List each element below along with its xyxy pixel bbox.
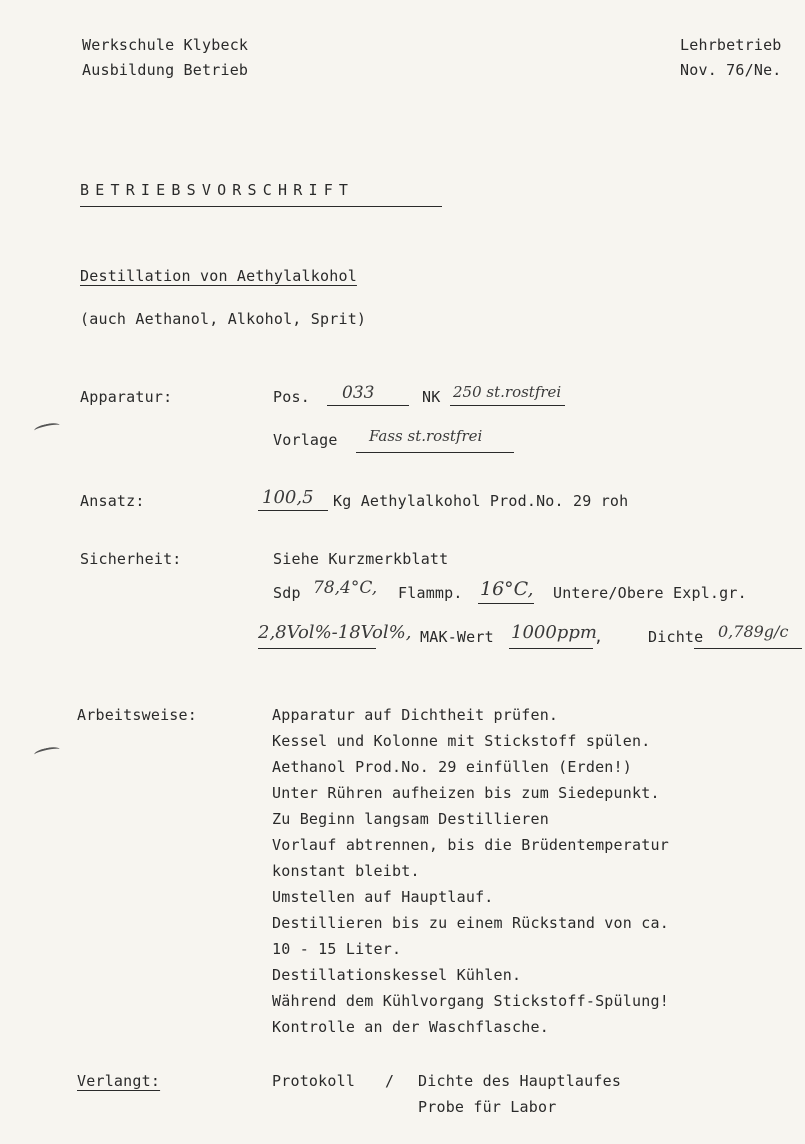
verlangt-item-protokoll: Protokoll [272, 1072, 356, 1090]
step: Destillieren bis zu einem Rückstand von ca. [272, 914, 669, 932]
expl-underline [258, 648, 376, 649]
punch-hole-mark [33, 745, 60, 758]
ansatz-label: Ansatz: [80, 492, 145, 510]
verlangt-item-probe: Probe für Labor [418, 1098, 557, 1116]
vorlage-label: Vorlage [273, 431, 338, 449]
ansatz-text: Kg Aethylalkohol Prod.No. 29 roh [333, 492, 629, 510]
step: Umstellen auf Hauptlauf. [272, 888, 494, 906]
step: Apparatur auf Dichtheit prüfen. [272, 706, 559, 724]
verlangt-label: Verlangt: [77, 1072, 161, 1090]
step: Aethanol Prod.No. 29 einfüllen (Erden!) [272, 758, 632, 776]
step: Kessel und Kolonne mit Stickstoff spülen. [272, 732, 651, 750]
step: Kontrolle an der Waschflasche. [272, 1018, 549, 1036]
pos-value: 033 [342, 383, 375, 403]
nk-value: 250 st.rostfrei [453, 383, 562, 401]
nk-underline [450, 405, 565, 406]
sdp-value: 78,4°C, [313, 578, 378, 598]
arbeitsweise-label: Arbeitsweise: [77, 706, 197, 724]
mak-underline [509, 648, 593, 649]
header-ref-line2: Nov. 76/Ne. [680, 61, 782, 79]
step: Während dem Kühlvorgang Stickstoff-Spülung! [272, 992, 669, 1010]
step: Vorlauf abtrennen, bis die Brüdentemperatur [272, 836, 669, 854]
doc-title-underline [80, 206, 442, 207]
step: Zu Beginn langsam Destillieren [272, 810, 549, 828]
vorlage-underline [356, 452, 514, 453]
header-org-line1: Werkschule Klybeck [82, 36, 249, 54]
verlangt-separator: / [385, 1072, 395, 1090]
expl-value: 2,8Vol%-18Vol%, [258, 622, 412, 643]
doc-title: BETRIEBSVORSCHRIFT [80, 181, 355, 199]
mak-label: MAK-Wert [420, 628, 494, 646]
verlangt-item-dichte: Dichte des Hauptlaufes [418, 1072, 622, 1090]
apparatur-label: Apparatur: [80, 388, 173, 406]
flammp-value: 16°C, [480, 578, 534, 600]
dichte-underline [694, 648, 802, 649]
flammp-underline [478, 603, 534, 604]
vorlage-value: Fass st.rostfrei [369, 427, 483, 445]
flammp-label: Flammp. [398, 584, 463, 602]
header-org-line2: Ausbildung Betrieb [82, 61, 249, 79]
mak-comma: , [594, 628, 604, 646]
step: konstant bleibt. [272, 862, 420, 880]
sicherheit-line1: Siehe Kurzmerkblatt [273, 550, 449, 568]
mak-value: 1000ppm [511, 622, 597, 643]
subject-title: Destillation von Aethylalkohol [80, 267, 357, 285]
nk-label: NK [422, 388, 441, 406]
dichte-label: Dichte [648, 628, 704, 646]
punch-hole-mark [33, 421, 60, 434]
step: Unter Rühren aufheizen bis zum Siedepunkt. [272, 784, 660, 802]
subject-aliases: (auch Aethanol, Alkohol, Sprit) [80, 310, 367, 328]
sdp-label: Sdp [273, 584, 301, 602]
pos-underline [327, 405, 409, 406]
dichte-value: 0,789g/c [718, 622, 789, 641]
pos-label: Pos. [273, 388, 310, 406]
step: Destillationskessel Kühlen. [272, 966, 522, 984]
expl-label: Untere/Obere Expl.gr. [553, 584, 747, 602]
sicherheit-label: Sicherheit: [80, 550, 182, 568]
header-dept-line1: Lehrbetrieb [680, 36, 782, 54]
ansatz-amount: 100,5 [262, 487, 314, 508]
step: 10 - 15 Liter. [272, 940, 402, 958]
ansatz-amount-underline [258, 510, 328, 511]
